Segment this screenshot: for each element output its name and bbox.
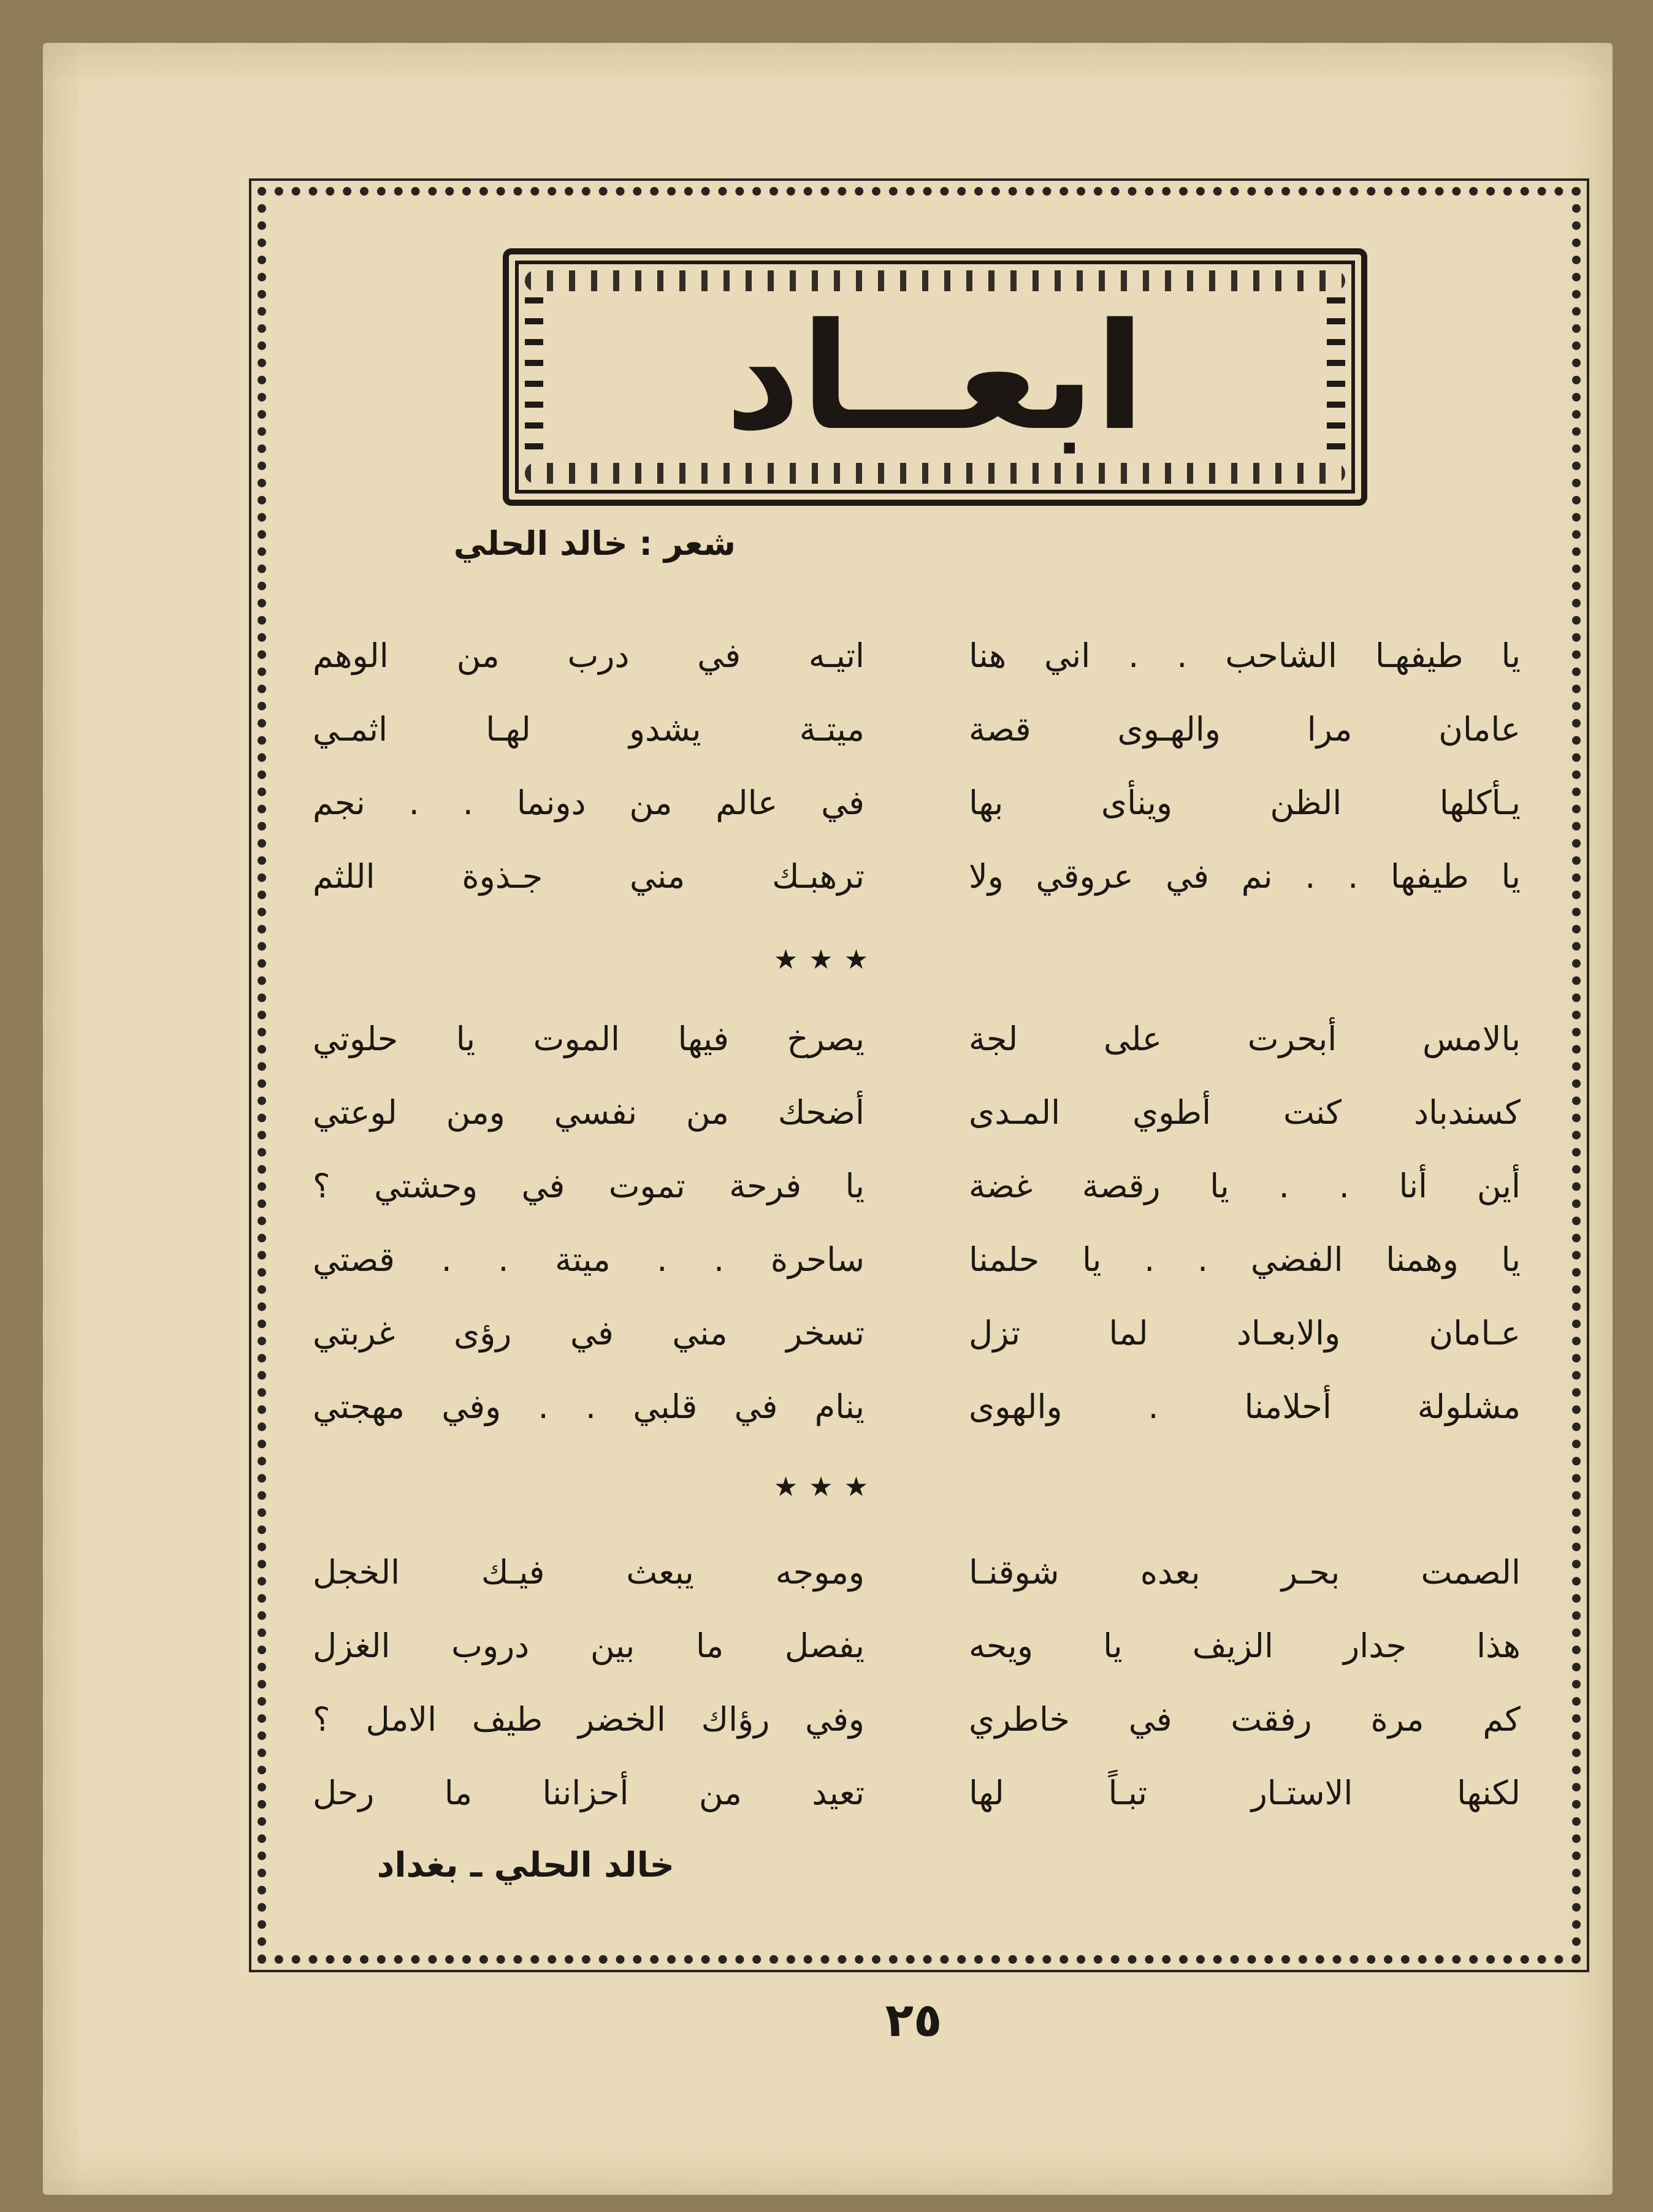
verse-second-hemistich: اتيـه في درب من الوهم (313, 636, 865, 675)
verse-second-hemistich: يفصل ما بين دروب الغزل (313, 1627, 865, 1665)
stanza-separator: ★★★ (773, 1471, 880, 1503)
verse-line (313, 840, 1521, 913)
verse-first-hemistich: يا طيفها . . نم في عروقي ولا (969, 857, 1521, 896)
page-number: ٢٥ (885, 1993, 942, 2047)
verse-line (313, 1536, 1521, 1609)
author-signature: خالد الحلي ـ بغداد (376, 1845, 674, 1885)
verse-line (313, 1609, 1521, 1683)
verse-first-hemistich: لكنها الاستـار تبـاً لها (969, 1774, 1521, 1812)
verse-line (313, 1756, 1521, 1830)
verse-second-hemistich: يا فرحة تموت في وحشتي ؟ (313, 1167, 865, 1205)
verse-line (313, 693, 1521, 766)
verse-line (313, 1223, 1521, 1297)
verse-first-hemistich: عـامان والابعـاد لما تزل (969, 1314, 1521, 1352)
verse-second-hemistich: ينام في قلبي . . وفي مهجتي (313, 1387, 865, 1426)
verse-first-hemistich: مشلولة أحلامنا . والهوى (969, 1387, 1521, 1426)
verse-second-hemistich: وموجه يبعث فيـك الخجل (313, 1553, 865, 1592)
ornament-vine-icon (525, 463, 1345, 484)
ornament-vine-icon (525, 270, 1345, 291)
verse-line (313, 619, 1521, 693)
verse-second-hemistich: تعيد من أحزاننا ما رحل (313, 1774, 865, 1812)
verse-second-hemistich: ميتـة يشدو لهـا اثمـي (313, 710, 865, 749)
verse-first-hemistich: يا طيفهـا الشاحب . . اني هنا (969, 636, 1521, 675)
verse-first-hemistich: عامان مرا والهـوى قصة (969, 710, 1521, 749)
verse-first-hemistich: أين أنا . . يا رقصة غضة (969, 1167, 1521, 1205)
verse-first-hemistich: هذا جدار الزيف يا ويحه (969, 1627, 1521, 1665)
verse-line (313, 1683, 1521, 1756)
verse-first-hemistich: الصمت بحـر بعده شوقنـا (969, 1553, 1521, 1592)
verse-line (313, 1297, 1521, 1370)
verse-second-hemistich: وفي رؤاك الخضر طيف الامل ؟ (313, 1700, 865, 1739)
verse-line (313, 1076, 1521, 1150)
stanza-separator: ★★★ (773, 944, 880, 975)
verse-second-hemistich: ساحرة . . ميتة . . قصتي (313, 1240, 865, 1279)
verse-line (313, 1002, 1521, 1076)
poem-title: ابعــاد (725, 291, 1145, 463)
verse-first-hemistich: بالامس أبحرت على لجة (969, 1020, 1521, 1058)
verse-first-hemistich: يـأكلها الظن وينأى بها (969, 784, 1521, 822)
verse-second-hemistich: يصرخ فيها الموت يا حلوتي (313, 1020, 865, 1058)
title-cartouche (503, 248, 1367, 506)
verse-second-hemistich: تسخر مني في رؤى غربتي (313, 1314, 865, 1352)
verse-first-hemistich: يا وهمنا الفضي . . يا حلمنا (969, 1240, 1521, 1279)
verse-second-hemistich: أضحك من نفسي ومن لوعتي (313, 1093, 865, 1132)
verse-first-hemistich: كسندباد كنت أطوي المـدى (969, 1093, 1521, 1132)
verse-second-hemistich: في عالم من دونما . . نجم (313, 784, 865, 822)
verse-line (313, 1370, 1521, 1444)
poet-byline: شعر : خالد الحلي (453, 524, 736, 563)
verse-second-hemistich: ترهبـك مني جـذوة اللثم (313, 857, 865, 896)
verse-first-hemistich: كم مرة رفقت في خاطري (969, 1700, 1521, 1739)
verse-line (313, 766, 1521, 840)
verse-line (313, 1150, 1521, 1223)
